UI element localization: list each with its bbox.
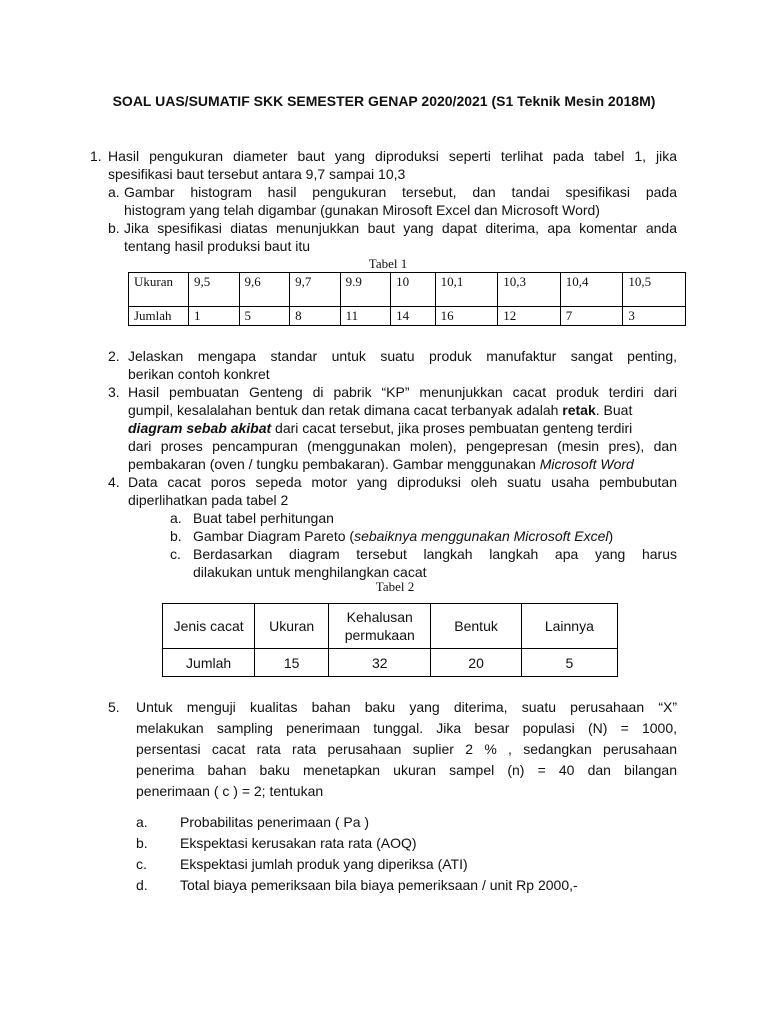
q5-text-line1: Untuk menguji kualitas bahan baku yang diterima, suatu perusahaan “X” (136, 699, 677, 715)
q4a-text: Buat tabel perhitungan (193, 510, 334, 526)
table2-row-label: Jumlah (163, 649, 255, 677)
table1-header-cell: Ukuran (129, 273, 189, 307)
q1b-text-line2: tentang hasil produksi baut itu (124, 238, 311, 254)
table1-header-cell: 9,6 (239, 273, 290, 307)
q5d-marker: d. (136, 877, 148, 893)
table1-row-label: Jumlah (129, 307, 189, 326)
q3-text-line3 (128, 419, 632, 437)
q3-keyword-diagram: diagram sebab akibat (128, 420, 272, 436)
q5-text-line5: penerimaan ( c ) = 2; tentukan (136, 783, 324, 799)
table1-cell: 16 (435, 307, 498, 326)
q3-software-name: Microsoft Word (539, 456, 634, 472)
q5c-marker: c. (136, 856, 147, 872)
table1-header-cell: 10 (391, 273, 436, 307)
q4c-text-line2: dilakukan untuk menghilangkan cacat (193, 564, 427, 580)
q1b-text-line1: Jika spesifikasi diatas menunjukkan baut yang dapat diterima, apa komentar anda (124, 220, 677, 236)
table1-header-cell: 9,7 (290, 273, 341, 307)
q1-text-line1: Hasil pengukuran diameter baut yang diproduksi seperti terlihat pada tabel 1, jika (108, 148, 677, 164)
table1-cell: 14 (391, 307, 436, 326)
q3-text-line4: dari proses pencampuran (menggunakan molen), pengepresan (mesin pres), dan (128, 438, 677, 454)
table1-cell: 8 (290, 307, 341, 326)
table2-caption: Tabel 2 (375, 579, 415, 594)
q3-number: 3. (108, 384, 120, 400)
q3-text-line1: Hasil pembuatan Genteng di pabrik “KP” menunjukkan cacat produk terdiri dari (128, 384, 677, 400)
q4-text-line1: Data cacat poros sepeda motor yang diproduksi oleh suatu usaha pembubutan (128, 474, 677, 490)
q4b-text-italic: sebaiknya menggunakan Microsoft Excel (354, 528, 609, 544)
q1a-text-line2: histogram yang telah digambar (gunakan Mirosoft Excel dan Microsoft Word) (124, 202, 600, 218)
q3-keyword-retak: retak (562, 402, 596, 418)
table2-cell: 20 (431, 649, 521, 677)
q4b-text-end: ) (608, 528, 614, 544)
table1-header-cell: 9.9 (340, 273, 391, 307)
q1b-marker: b. (108, 220, 120, 236)
q1-number: 1. (90, 148, 102, 164)
q1a-marker: a. (108, 184, 120, 200)
table1-header-cell: 9,5 (189, 273, 240, 307)
q5-text-line4: penerima bahan baku menetapkan ukuran sampel (n) = 40 dan bilangan (136, 762, 677, 778)
q3-text-line3-end: dari cacat tersebut, jika proses pembuatan genteng terdiri (271, 420, 633, 436)
q2-text-line2: berikan contoh konkret (128, 366, 270, 382)
q1a-text-line1: Gambar histogram hasil pengukuran tersebut, dan tandai spesifikasi pada (124, 184, 677, 200)
table1-cell: 12 (498, 307, 561, 326)
table2 (162, 603, 618, 677)
q4c-text-line1: Berdasarkan diagram tersebut langkah langkah apa yang harus (193, 546, 677, 562)
q3-text-line2-end: . Buat (595, 402, 633, 418)
table1-caption: Tabel 1 (368, 256, 408, 271)
q4b-text (193, 527, 613, 545)
table1 (128, 272, 686, 326)
q4c-marker: c. (170, 546, 181, 562)
table2-header-row (163, 604, 618, 649)
q3-text-line2 (128, 401, 632, 419)
q3-text-line5 (128, 455, 634, 473)
q5a-marker: a. (136, 814, 148, 830)
q5-text-line3: persentasi cacat rata rata perusahaan suplier 2 % , sedangkan perusahaan (136, 741, 677, 757)
q2-number: 2. (108, 348, 120, 364)
table1-header-cell: 10,3 (498, 273, 561, 307)
table2-header-cell: Lainnya (521, 604, 617, 649)
q4b-marker: b. (170, 528, 182, 544)
table2-data-row (163, 649, 618, 677)
q5b-text: Ekspektasi kerusakan rata rata (AOQ) (180, 835, 417, 851)
q3-text-line2-start: gumpil, kesalalahan bentuk dan retak dimana cacat terbanyak adalah (128, 402, 563, 418)
table1-header-row (129, 273, 686, 307)
page-title: SOAL UAS/SUMATIF SKK SEMESTER GENAP 2020/2021 (S1 Teknik Mesin 2018M) (112, 93, 656, 109)
table2-header-cell: Jenis cacat (163, 604, 255, 649)
table1-header-cell: 10,4 (560, 273, 623, 307)
table2-cell: 5 (521, 649, 617, 677)
table1-cell: 1 (189, 307, 240, 326)
q5-text-line2: melakukan sampling penerimaan tunggal. Jika besar populasi (N) = 1000, (136, 720, 677, 736)
table2-header-cell: Ukuran (255, 604, 329, 649)
q2-text-line1: Jelaskan mengapa standar untuk suatu produk manufaktur sangat penting, (128, 348, 677, 364)
table1-cell: 5 (239, 307, 290, 326)
q5d-text: Total biaya pemeriksaan bila biaya pemeriksaan / unit Rp 2000,- (180, 877, 578, 893)
table2-header-cell: Bentuk (431, 604, 521, 649)
q3-text-line5-start: pembakaran (oven / tungku pembakaran). Gambar menggunakan (128, 456, 540, 472)
table2-cell: 15 (255, 649, 329, 677)
table1-data-row (129, 307, 686, 326)
q1-text-line2: spesifikasi baut tersebut antara 9,7 sampai 10,3 (108, 166, 406, 182)
table1-cell: 11 (340, 307, 391, 326)
table2-cell: 32 (329, 649, 431, 677)
q4a-marker: a. (170, 510, 182, 526)
q5-number: 5. (108, 699, 120, 715)
table1-cell: 3 (623, 307, 686, 326)
table1-header-cell: 10,1 (435, 273, 498, 307)
q4-number: 4. (108, 474, 120, 490)
q5c-text: Ekspektasi jumlah produk yang diperiksa (ATI) (180, 856, 468, 872)
table1-cell: 7 (560, 307, 623, 326)
q5b-marker: b. (136, 835, 148, 851)
q4-text-line2: diperlihatkan pada tabel 2 (128, 492, 289, 508)
table1-header-cell: 10,5 (623, 273, 686, 307)
q4b-text-start: Gambar Diagram Pareto ( (193, 528, 355, 544)
q5a-text: Probabilitas penerimaan ( Pa ) (180, 814, 370, 830)
table2-header-cell: Kehalusan permukaan (329, 604, 431, 649)
